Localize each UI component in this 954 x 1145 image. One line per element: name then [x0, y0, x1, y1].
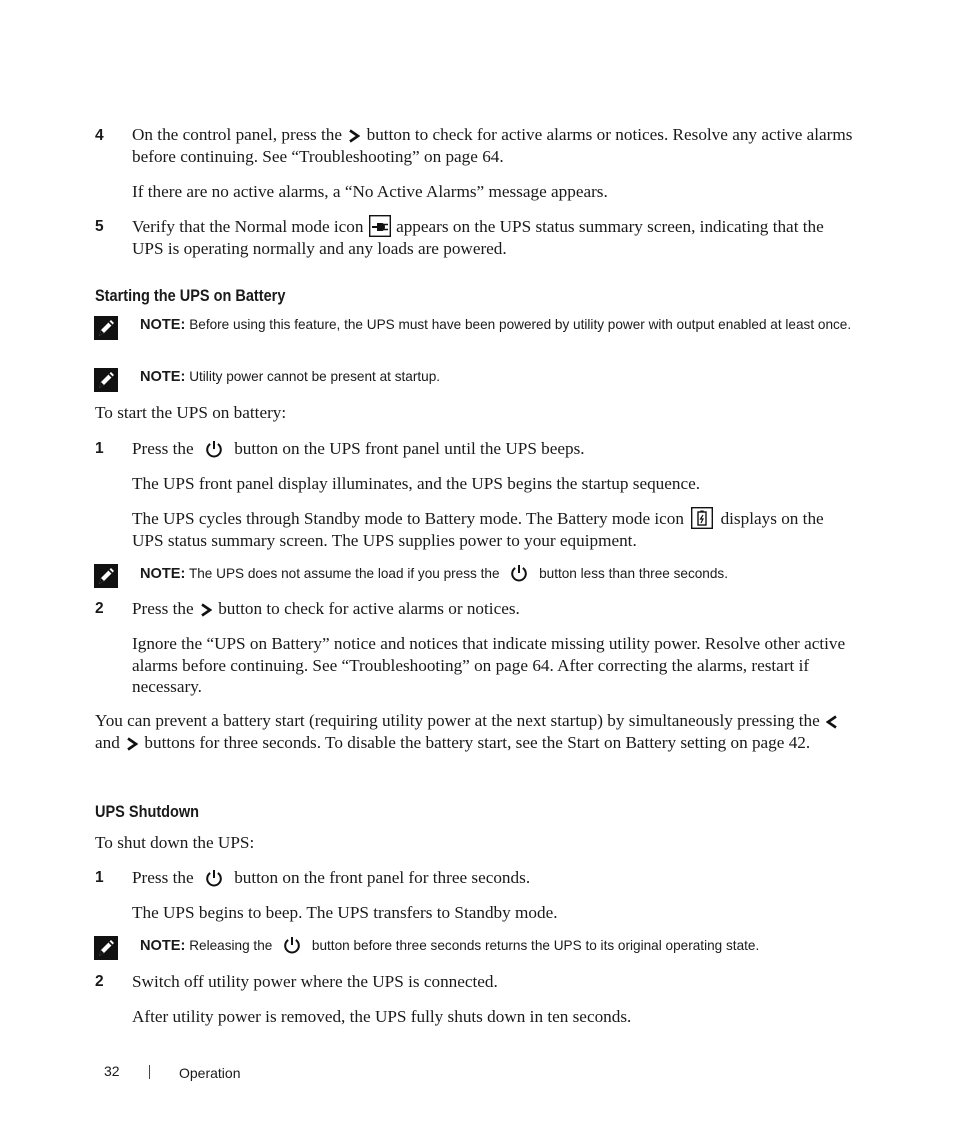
note-pencil-icon [94, 368, 118, 392]
step-4-text: On the control panel, press the button to check for active alarms or notices. Resolve any active alarms before continuing. See “Troubleshooting” on page 64. [132, 125, 853, 166]
note-pencil-icon [94, 564, 118, 588]
shutdown-step-2-p2: After utility power is removed, the UPS fully shuts down in ten seconds. [132, 1007, 632, 1026]
footer-divider [149, 1065, 150, 1079]
shutdown-step-1-text: Press the button on the front panel for three seconds. [132, 868, 531, 887]
note: NOTE: Utility power cannot be present at startup. [140, 369, 441, 385]
battery-step-2-text: Press the button to check for active alarms or notices. [132, 599, 520, 618]
chevron-left-button-icon [826, 715, 838, 729]
step-4-followup: If there are no active alarms, a “No Active Alarms” message appears. [132, 182, 608, 201]
step-number: 1 [95, 869, 104, 886]
power-button-icon [282, 935, 302, 955]
note: NOTE: Releasing the button before three seconds returns the UPS to its original operating state. [140, 936, 856, 956]
section-heading: UPS Shutdown [95, 803, 200, 821]
chevron-right-button-icon [126, 737, 138, 751]
normal-mode-plug-icon [369, 215, 391, 237]
battery-mode-icon [691, 507, 713, 529]
battery-step-1-p2: The UPS front panel display illuminates, and the UPS begins the startup sequence. [132, 474, 701, 493]
power-button-icon [204, 868, 224, 888]
note: NOTE: Before using this feature, the UPS must have been powered by utility power with output enabled at least once. [140, 317, 852, 333]
power-button-icon [204, 439, 224, 459]
footer-section-name: Operation [179, 1065, 241, 1081]
note: NOTE: The UPS does not assume the load if you press the button less than three seconds. [140, 564, 856, 584]
intro-text: To start the UPS on battery: [95, 403, 287, 422]
step-number: 5 [95, 218, 104, 235]
battery-step-2-p2: Ignore the “UPS on Battery” notice and notices that indicate missing utility power. Resolve other active alarms before continuing. See “Troubleshooting” on page 64. After correcting the alarms, restart if necessary. [132, 634, 846, 696]
battery-step-1-p3: The UPS cycles through Standby mode to Battery mode. The Battery mode icon displays on the UPS status summary screen. The UPS supplies power to your equipment. [132, 509, 824, 550]
chevron-right-button-icon [200, 603, 212, 617]
step-5-text: Verify that the Normal mode icon appears on the UPS status summary screen, indicating that the UPS is operating normally and any loads are powered. [132, 217, 824, 258]
intro-text: To shut down the UPS: [95, 833, 255, 852]
step-number: 4 [95, 127, 104, 144]
chevron-right-button-icon [348, 129, 360, 143]
note-pencil-icon [94, 936, 118, 960]
section-heading: Starting the UPS on Battery [95, 287, 286, 305]
shutdown-step-2-text: Switch off utility power where the UPS is connected. [132, 972, 498, 991]
battery-step-1-text: Press the button on the UPS front panel until the UPS beeps. [132, 439, 585, 458]
shutdown-step-1-p2: The UPS begins to beep. The UPS transfers to Standby mode. [132, 903, 558, 922]
step-number: 1 [95, 440, 104, 457]
prevent-battery-start-text: You can prevent a battery start (requiring utility power at the next startup) by simultaneously pressing the and buttons for three seconds. To disable the battery start, see the Start on Battery setting on page 42. [95, 710, 855, 753]
power-button-icon [509, 563, 529, 583]
page-number: 32 [104, 1063, 120, 1079]
note-pencil-icon [94, 316, 118, 340]
step-number: 2 [95, 600, 104, 617]
step-number: 2 [95, 973, 104, 990]
